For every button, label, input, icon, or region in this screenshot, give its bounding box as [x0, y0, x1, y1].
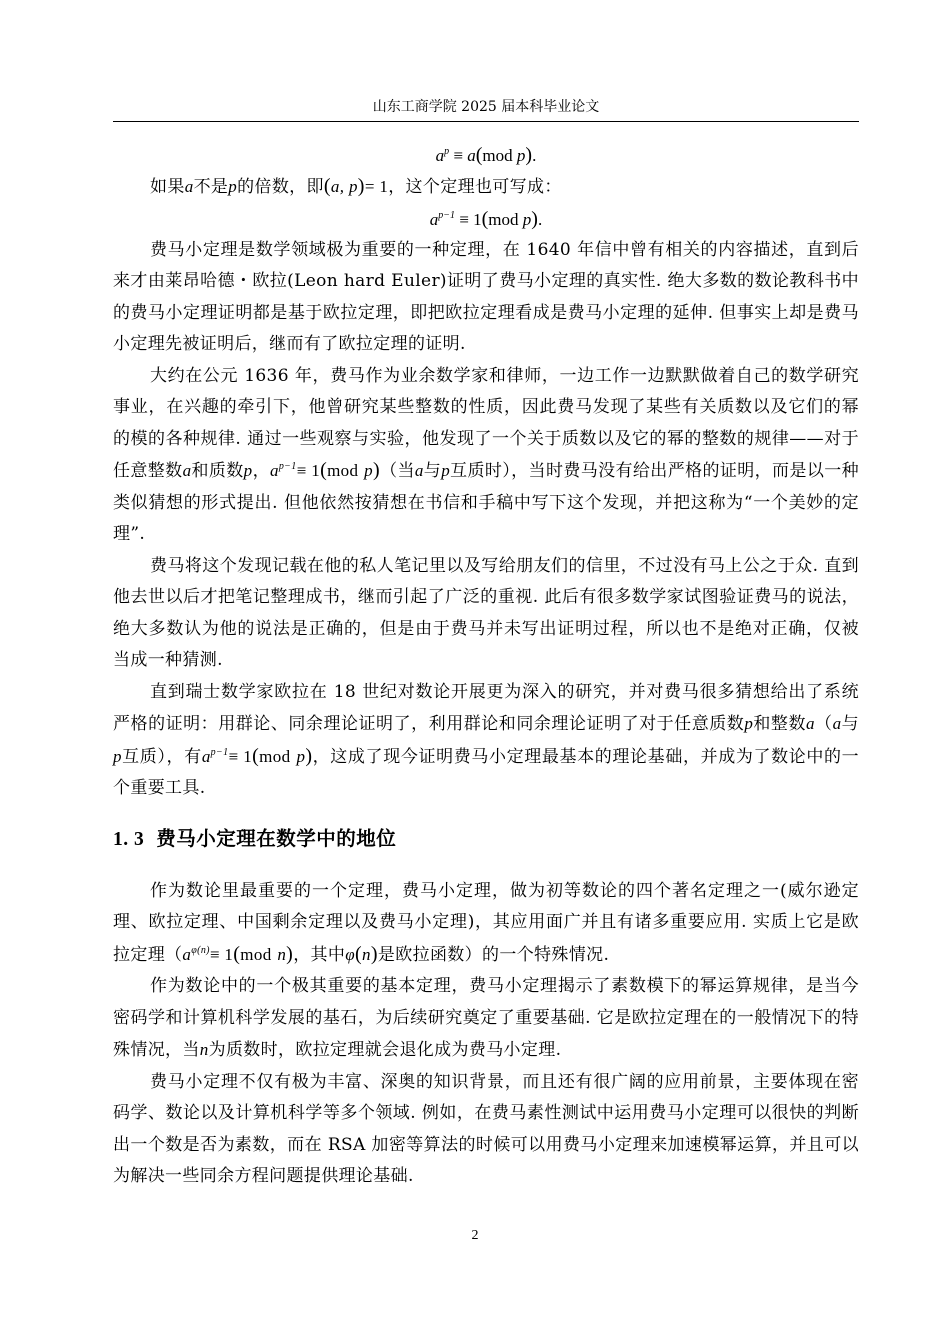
section-heading	[113, 824, 859, 855]
equation-fermat-general: $a^p \equiv a(mod$ p).	[435, 144, 537, 166]
paragraph: 费马小定理不仅有极为丰富、深奥的知识背景，而且还有很广阔的应用前景，主要体现在密码学、数论以及计算机科学等多个领域. 例如，在费马素性测试中运用费马小定理可以很快的判断出一个数是否为素数，而在 RSA 加密等算法的时候可以用费马小定理来加速模幂运算，并且可以为解决一些同余方程问题提供理论基础.	[113, 1071, 859, 1186]
equation-fermat-coprime: $a^{p-1} \equiv 1(mod$ p).	[429, 207, 543, 230]
paragraph: 作为数论里最重要的一个定理，费马小定理，做为初等数论的四个著名定理之一(威尔逊定理、欧拉定理、中国剩余定理以及费马小定理)，其应用面广并且有诸多重要应用. 实质上它是欧拉定理（$a^{\varphi(n)}\equiv 1(mod$ n)，其中φ(n)是欧拉函数）的一个特殊情况.	[113, 880, 859, 965]
inline-formula: $a^{p-1}\equiv 1(mod$ p)	[269, 459, 381, 481]
paragraph: 直到瑞士数学家欧拉在 18 世纪对数论开展更为深入的研究，并对费马很多猜想给出了系统严格的证明：用群论、同余理论证明了，利用群论和同余理论证明了对于任意质数p和整数a（a与p互质），有$a^{p-1}\equiv 1(mod$ p)，这成了现今证明费马小定理最基本的理论基础，并成为了数论中的一个重要工具.	[113, 681, 859, 798]
page-body	[113, 140, 859, 1193]
section-title: 费马小定理在数学中的地位	[156, 826, 397, 850]
paragraph: 如果a不是p的倍数，即(a, p)= 1，这个定理也可写成：	[150, 175, 562, 197]
inline-formula: $a^{\varphi(n)}\equiv 1(mod$ n)	[182, 942, 294, 965]
header-rule	[113, 121, 859, 122]
paragraph: 费马将这个发现记载在他的私人笔记里以及写给朋友们的信里，不过没有马上公之于众. 直到他去世以后才把笔记整理成书，继而引起了广泛的重视. 此后有很多数学家试图验证费马的说法，绝大多数认为他的说法是正确的，但是由于费马并未写出证明过程，所以也不是绝对正确，仅被当成一种猜测.	[113, 555, 859, 670]
paragraph: 作为数论中的一个极其重要的基本定理，费马小定理揭示了素数模下的幂运算规律，是当今密码学和计算机科学发展的基石，为后续研究奠定了重要基础. 它是欧拉定理在的一般情况下的特殊情况，当n为质数时，欧拉定理就会退化成为费马小定理.	[113, 976, 859, 1060]
paragraph: 费马小定理是数学领域极为重要的一种定理，在 1640 年信中曾有相关的内容描述，直到后来才由莱昂哈德・欧拉(Leon hard Euler)证明了费马小定理的真实性. 绝大多数的数论教科书中的费马小定理证明都是基于欧拉定理，即把欧拉定理看成是费马小定理的延伸. 但事实上却是费马小定理先被证明后，继而有了欧拉定理的证明.	[113, 239, 859, 354]
section-number: 1. 3	[113, 828, 145, 850]
inline-formula: $a^{p-1}\equiv 1(mod$ p)	[201, 744, 313, 767]
page-number: 2	[471, 1228, 479, 1243]
running-header: 山东工商学院 2025 届本科毕业论文	[372, 99, 600, 115]
paragraph: 大约在公元 1636 年，费马作为业余数学家和律师，一边工作一边默默做着自己的数学研究事业，在兴趣的牵引下，他曾研究某些整数的性质，因此费马发现了某些有关质数以及它们的幂的模的各种规律. 通过一些观察与实验，他发现了一个关于质数以及它的幂的整数的规律——对于任意整数a和质数p，$a^{p-1}\equiv 1(mod$ p)（当a与p互质时），当时费马没有给出严格的证明，而是以一种类似猜想的形式提出. 但他依然按猜想在书信和手稿中写下这个发现，并把这称为“一个美妙的定理”.	[113, 365, 859, 544]
